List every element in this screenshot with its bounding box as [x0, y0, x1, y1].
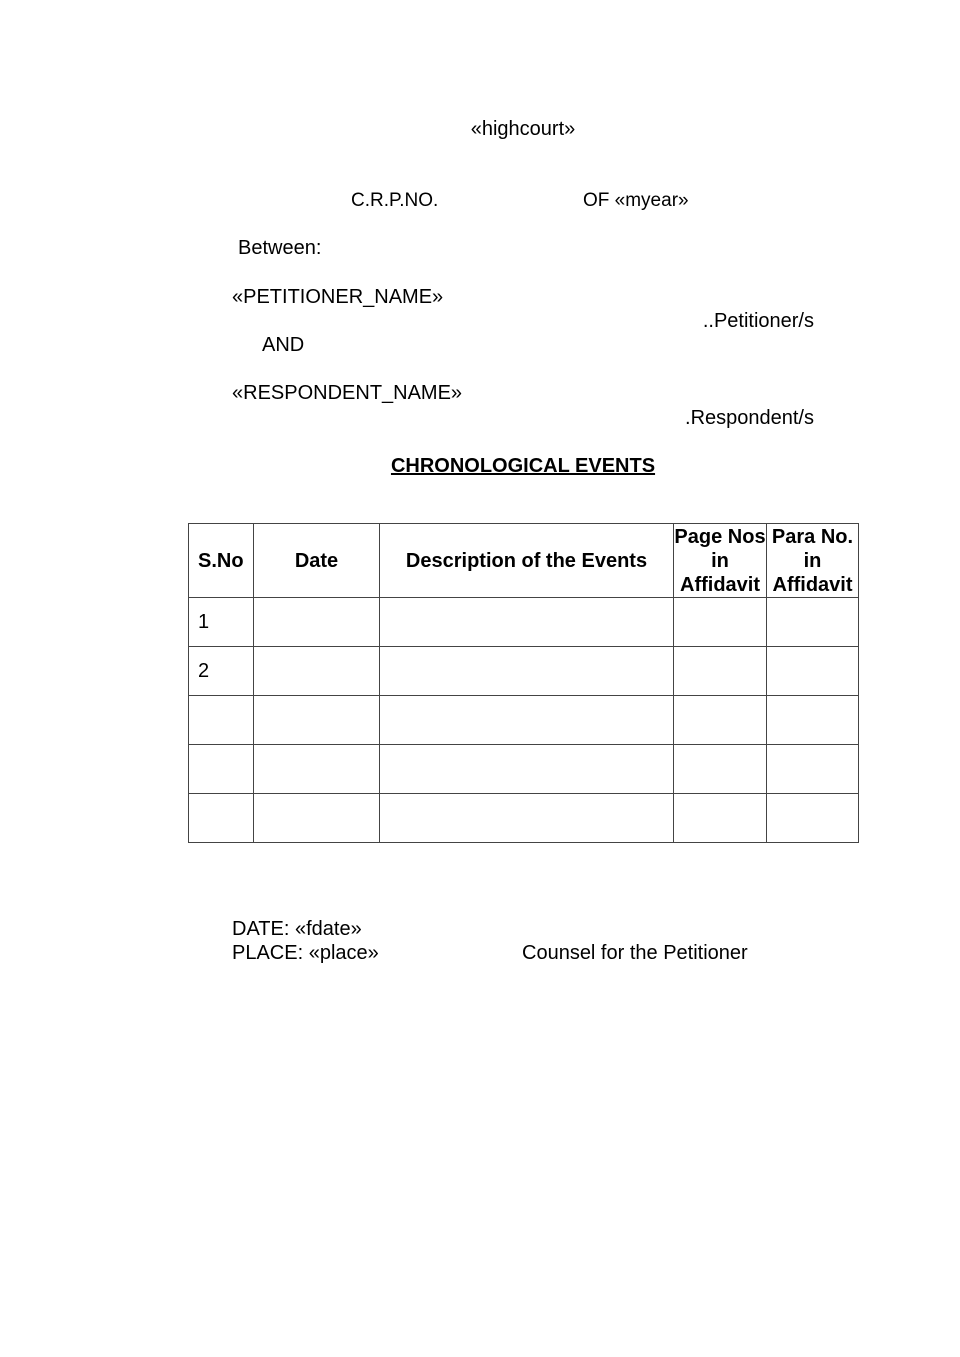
between-label: Between: — [238, 237, 322, 259]
document-heading: CHRONOLOGICAL EVENTS — [390, 455, 656, 477]
cell-date — [254, 696, 380, 745]
cell-sno: 1 — [189, 598, 254, 647]
respondent-name: «RESPONDENT_NAME» — [232, 382, 463, 404]
petitioner-name: «PETITIONER_NAME» — [232, 286, 444, 308]
table-row — [189, 745, 859, 794]
cell-page-nos — [674, 745, 767, 794]
cell-para-no — [767, 745, 859, 794]
table-row — [189, 794, 859, 843]
cell-para-no — [767, 794, 859, 843]
cell-description — [380, 647, 674, 696]
column-header-para-no: Para No. in Affidavit — [767, 524, 859, 598]
cell-description — [380, 696, 674, 745]
cell-page-nos — [674, 794, 767, 843]
cell-description — [380, 794, 674, 843]
cell-date — [254, 794, 380, 843]
filing-date: DATE: «fdate» — [232, 918, 362, 940]
cell-description — [380, 745, 674, 794]
cell-description — [380, 598, 674, 647]
filing-place: PLACE: «place» — [232, 942, 379, 964]
column-header-date: Date — [254, 524, 380, 598]
cell-sno — [189, 745, 254, 794]
counsel-signature: Counsel for the Petitioner — [522, 942, 748, 964]
column-header-description: Description of the Events — [380, 524, 674, 598]
respondent-role: .Respondent/s — [685, 407, 814, 429]
petitioner-role: ..Petitioner/s — [702, 310, 814, 332]
cell-para-no — [767, 598, 859, 647]
table-header-row — [189, 524, 859, 598]
case-number-label: C.R.P.NO. — [351, 190, 439, 211]
cell-date — [254, 598, 380, 647]
case-year: OF «myear» — [583, 190, 689, 211]
cell-sno — [189, 794, 254, 843]
table-row — [189, 647, 859, 696]
cell-date — [254, 745, 380, 794]
cell-para-no — [767, 647, 859, 696]
and-label: AND — [262, 334, 305, 356]
column-header-sno: S.No — [189, 524, 254, 598]
cell-sno: 2 — [189, 647, 254, 696]
column-header-page-nos: Page Nos in Affidavit — [674, 525, 766, 596]
table-row — [189, 598, 859, 647]
cell-page-nos — [674, 647, 767, 696]
chronological-events-table — [188, 523, 859, 843]
cell-date — [254, 647, 380, 696]
cell-para-no — [767, 696, 859, 745]
cell-page-nos — [674, 696, 767, 745]
cell-sno — [189, 696, 254, 745]
court-name: «highcourt» — [470, 118, 576, 140]
table-row — [189, 696, 859, 745]
cell-page-nos — [674, 598, 767, 647]
